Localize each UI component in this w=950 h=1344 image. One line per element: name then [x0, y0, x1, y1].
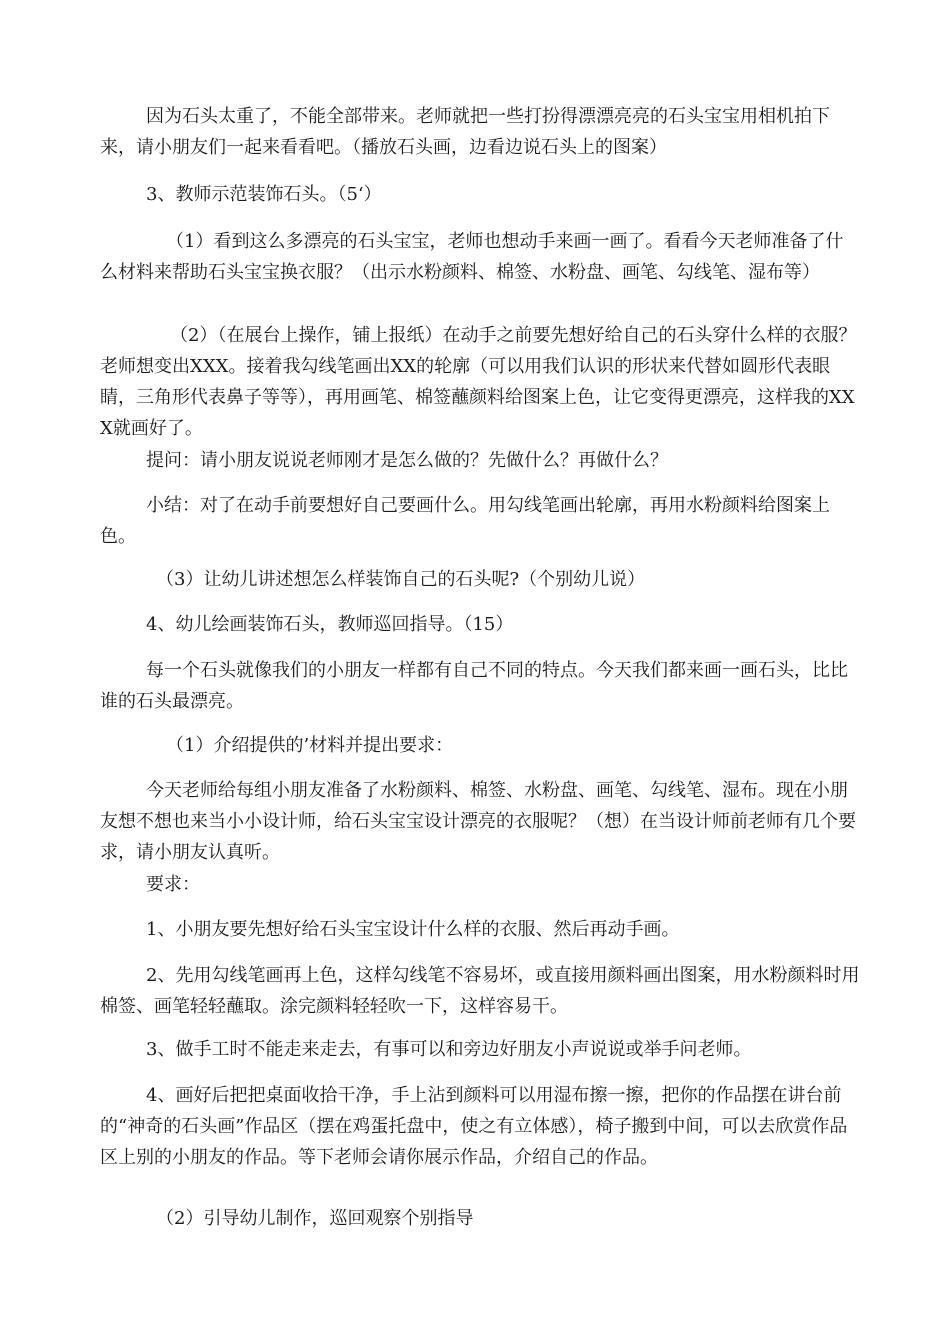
paragraph: （1）介绍提供的’材料并提出要求：	[166, 735, 454, 756]
list-item: 2、先用勾线笔画再上色，这样勾线笔不容易坏，或直接用颜料画出图案，用水粉颜料时用棉签、画笔轻轻蘸取。涂完颜料轻轻吹一下，这样容易干。	[100, 965, 860, 1017]
paragraph: （2）引导幼儿制作，巡回观察个别指导	[156, 1208, 474, 1229]
paragraph: 小结：对了在动手前要想好自己要画什么。用勾线笔画出轮廓，再用水粉颜料给图案上色。	[100, 495, 830, 547]
paragraph: （3）让幼儿讲述想怎么样装饰自己的石头呢?（个别幼儿说）	[156, 569, 646, 590]
section-heading: 4、幼儿绘画装饰石头，教师巡回指导。（15）	[146, 614, 514, 635]
paragraph: 每一个石头就像我们的小朋友一样都有自己不同的特点。今天我们都来画一画石头，比比谁的石头最漂亮。	[100, 660, 848, 712]
paragraph: 因为石头太重了，不能全部带来。老师就把一些打扮得漂漂亮亮的石头宝宝用相机拍下来，请小朋友们一起来看看吧。（播放石头画，边看边说石头上的图案）	[100, 106, 830, 158]
list-item: 3、做手工时不能走来走去，有事可以和旁边好朋友小声说说或举手问老师。	[146, 1039, 752, 1060]
list-item: 1、小朋友要先想好给石头宝宝设计什么样的衣服、然后再动手画。	[146, 919, 680, 940]
paragraph: （1）看到这么多漂亮的石头宝宝，老师也想动手来画一画了。看看今天老师准备了什么材料来帮助石头宝宝换衣服？（出示水粉颜料、棉签、水粉盘、画笔、勾线笔、湿布等）	[100, 231, 844, 283]
list-item: 4、画好后把把桌面收拾干净，手上沾到颜料可以用湿布擦一擦，把你的作品摆在讲台前的“神奇的石头画”作品区（摆在鸡蛋托盘中，使之有立体感），椅子搬到中间，可以去欣赏作品区上别的小朋友的作品。等下老师会请你展示作品，介绍自己的作品。	[100, 1085, 848, 1168]
paragraph: 提问：请小朋友说说老师刚才是怎么做的？先做什么？再做什么？	[146, 450, 668, 471]
paragraph: 要求：	[146, 874, 200, 895]
paragraph: 今天老师给每组小朋友准备了水粉颜料、棉签、水粉盘、画笔、勾线笔、湿布。现在小朋友想不想也来当小小设计师，给石头宝宝设计漂亮的衣服呢？（想）在当设计师前老师有几个要求，请小朋友认真听。	[100, 780, 856, 863]
paragraph: （2）（在展台上操作，铺上报纸）在动手之前要先想好给自己的石头穿什么样的衣服？老师想变出XXX。接着我勾线笔画出XX的轮廓（可以用我们认识的形状来代替如圆形代表眼睛，三角形代表鼻子等等），再用画笔、棉签蘸颜料给图案上色，让它变得更漂亮，这样我的XXX就画好了。	[100, 325, 857, 439]
section-heading: 3、教师示范装饰石头。（5‘）	[146, 184, 382, 205]
